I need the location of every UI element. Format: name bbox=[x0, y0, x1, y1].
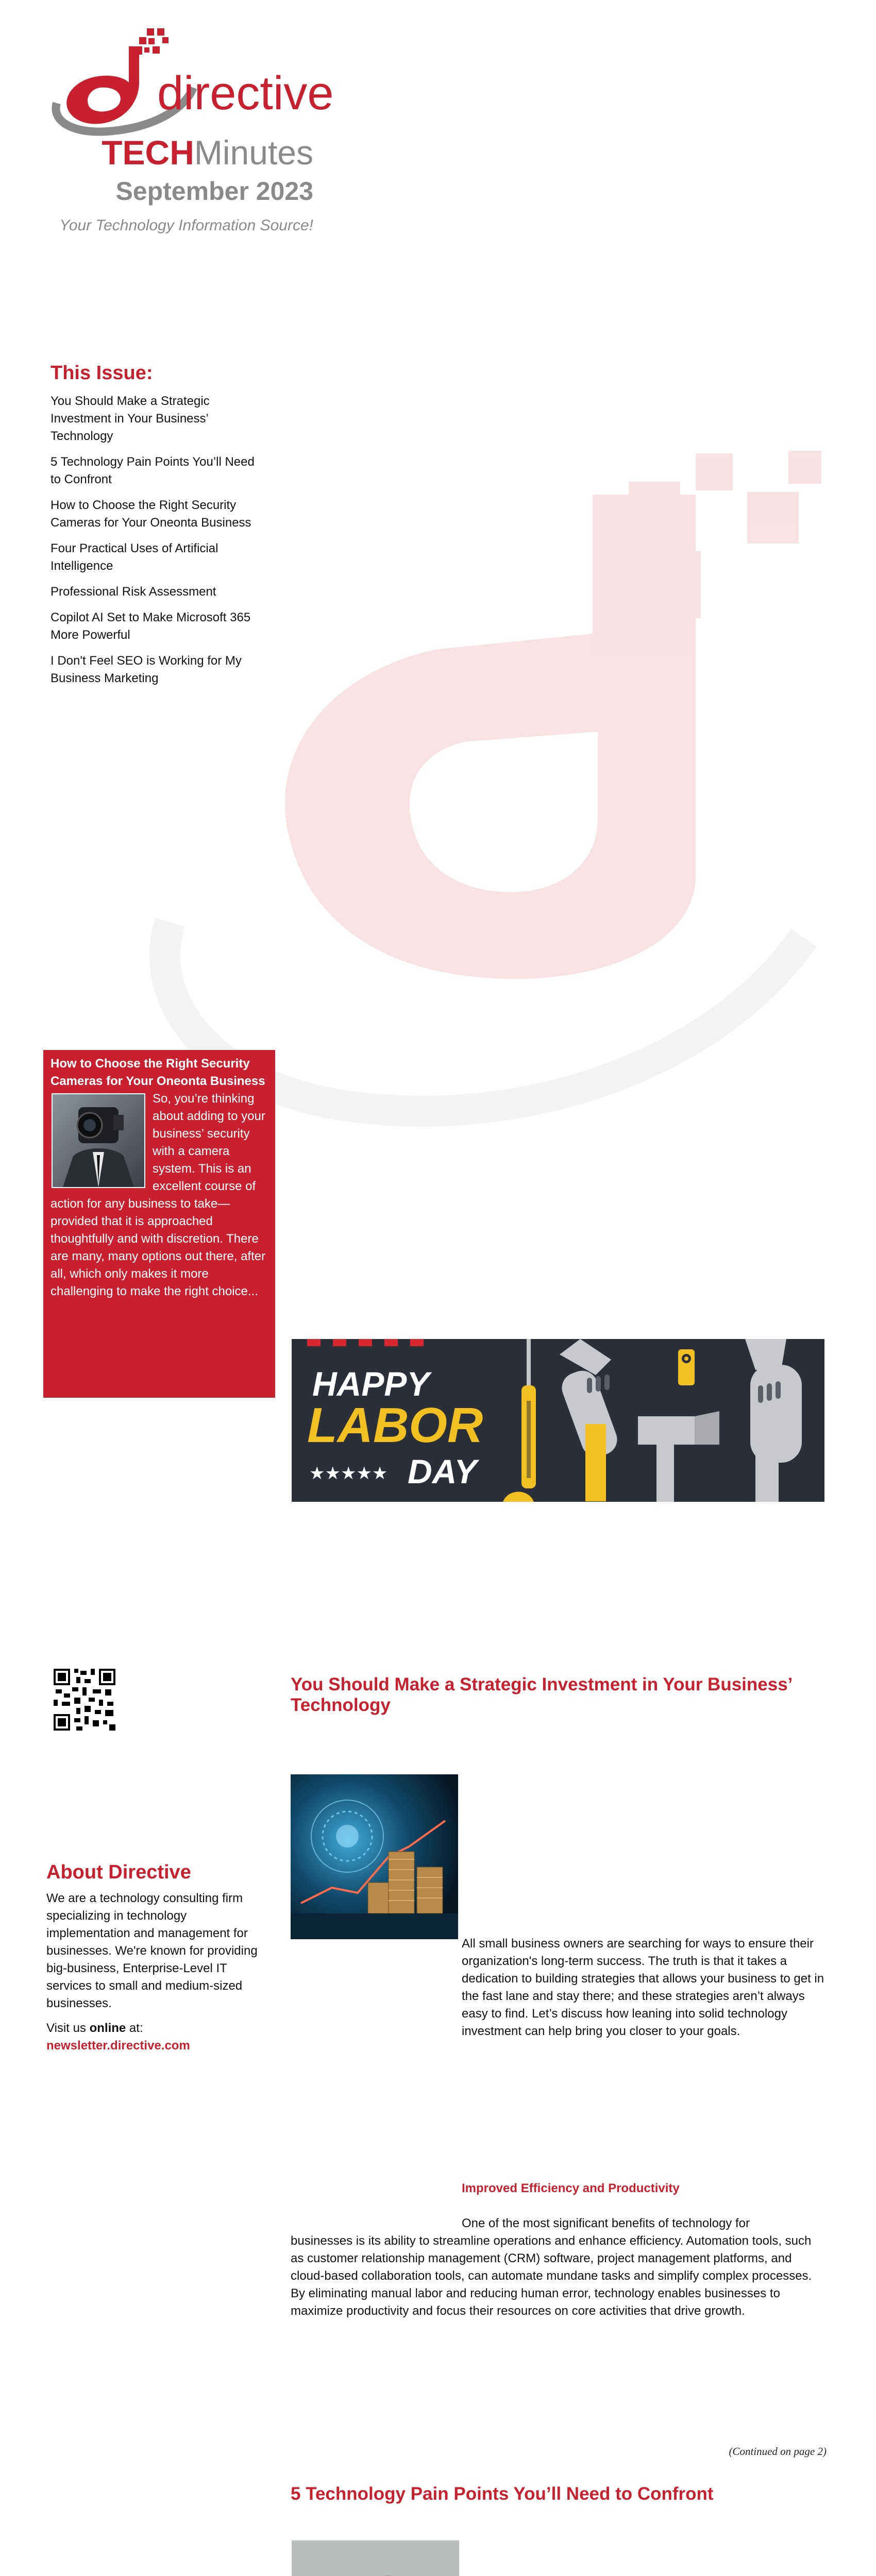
read-rest-link[interactable]: https://dti.io/bizcam bbox=[122, 1760, 228, 1773]
finance-tech-photo bbox=[291, 1774, 458, 1939]
logo-wordmark: directive bbox=[157, 67, 334, 120]
article1-headline[interactable]: You Should Make a Strategic Investment in Your Business’ Technology bbox=[291, 1674, 792, 1715]
banner-day: DAY bbox=[408, 1452, 477, 1490]
visit-suffix: at: bbox=[126, 2021, 143, 2035]
visit-prefix: Visit us bbox=[46, 2021, 90, 2035]
this-issue-title: This Issue: bbox=[50, 362, 153, 384]
toc-item[interactable]: Professional Risk Assessment bbox=[50, 585, 216, 599]
article1-body-first-line: One of the most significant benefits of technology for bbox=[462, 2216, 750, 2230]
issue-date: September 2023 bbox=[115, 177, 313, 206]
newsletter-link[interactable]: newsletter.directive.com bbox=[46, 2039, 190, 2053]
article2-headline[interactable]: 5 Technology Pain Points You’ll Need to Confront bbox=[291, 2484, 714, 2504]
toc-item[interactable]: 5 Technology Pain Points You’ll Need to Confront bbox=[50, 455, 255, 486]
toc-item[interactable]: Four Practical Uses of Artificial Intelligence bbox=[50, 541, 218, 573]
qr-code[interactable] bbox=[52, 1667, 117, 1733]
visit-line bbox=[46, 2020, 273, 2037]
this-issue-section bbox=[50, 362, 267, 687]
toc-item[interactable]: Copilot AI Set to Make Microsoft 365 More Powerful bbox=[50, 611, 251, 642]
boxing-glove-photo bbox=[292, 2540, 459, 2576]
tagline: Your Technology Information Source! bbox=[59, 217, 313, 234]
title-tech: TECH bbox=[102, 133, 194, 172]
toc-item[interactable]: You Should Make a Strategic Investment in Your Business’ Technology bbox=[50, 394, 210, 443]
article1-body-rest: businesses is its ability to streamline operations and enhance efficiency. Automation tools, such as customer relationship management (CRM) software, project management platforms, and cloud-based collaboration tools, can automate mundane tasks and simplify complex processes. By eliminating manual labor and reducing human error, technology enables businesses to maximize productivity and focus their resources on core activities that drive growth. bbox=[291, 2234, 812, 2318]
article1-intro: All small business owners are searching for ways to ensure their organization's long-term success. The truth is that it takes a dedication to building strategies that allows your business to get in the fast lane and stay there; and these strategies aren’t always easy to find. Let’s discuss how leaning into solid technology investment can help bring you closer to your goals. bbox=[462, 1937, 824, 2038]
directive-logo[interactable] bbox=[52, 26, 361, 137]
about-title: About Directive bbox=[46, 1861, 191, 1883]
logo-mark bbox=[52, 26, 361, 137]
read-rest-online bbox=[122, 1744, 271, 1775]
camera-head-photo bbox=[52, 1093, 145, 1188]
about-directive-section bbox=[46, 1861, 273, 2055]
title-minutes: Minutes bbox=[194, 133, 313, 172]
labor-day-banner bbox=[292, 1339, 824, 1502]
article1-subhead: Improved Efficiency and Productivity bbox=[462, 2181, 680, 2195]
toc-item[interactable]: How to Choose the Right Security Cameras for Your Oneonta Business bbox=[50, 498, 251, 530]
feature-title[interactable]: How to Choose the Right Security Cameras for Your Oneonta Business bbox=[50, 1057, 265, 1088]
feature-text: So, you’re thinking about adding to your business’ security with a camera system. This is an excellent course of action for any business to take—provided that it is approached thoughtfully and with discretion. There are many, many options out there, after all, which only makes it more challenging to make the right choice... bbox=[50, 1092, 266, 1298]
read-rest-label[interactable]: Read the Rest Online! bbox=[122, 1745, 240, 1758]
newsletter-title bbox=[0, 132, 313, 173]
about-text: We are a technology consulting firm specializing in technology implementation and management for businesses. We're known for providing big-business, Enterprise-Level IT services to small and medium-sized businesses. bbox=[46, 1891, 258, 2010]
visit-bold: online bbox=[89, 2021, 126, 2035]
toc-item[interactable]: I Don't Feel SEO is Working for My Business Marketing bbox=[50, 654, 242, 685]
masthead bbox=[0, 132, 313, 234]
article1-body bbox=[291, 2215, 827, 2320]
article1-continued[interactable]: (Continued on page 2) bbox=[729, 2445, 827, 2458]
banner-labor: LABOR bbox=[307, 1398, 483, 1453]
banner-happy: HAPPY bbox=[312, 1365, 430, 1403]
security-cameras-feature-box bbox=[43, 1050, 275, 1398]
banner-stars: ★★★★★ bbox=[309, 1463, 388, 1484]
